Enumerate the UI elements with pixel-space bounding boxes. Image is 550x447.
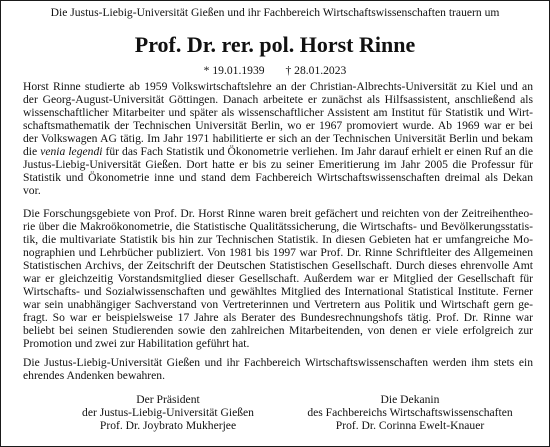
signature-institution: der Justus-Liebig-Universität Gießen <box>82 405 254 419</box>
latin-phrase: venia legendi <box>40 144 103 158</box>
deceased-name: Prof. Dr. rer. pol. Horst Rinne <box>134 32 416 57</box>
signature-dean <box>285 394 535 433</box>
text-line: beliebt bei seinen Studierenden sowie den zahlreichen Mitarbeitenden, von denen er viele erfolgreich zur <box>23 323 533 337</box>
life-dates <box>1 64 549 78</box>
text-line: war er gleichzeitig Vorstandsmitglied dieser Gesellschaft. Außerdem war er Mitglied der Gesellschaft für <box>23 271 533 285</box>
text-line: Wirtschafts- und Sozialwissenschaften und gewähltes Mitglied des International Statistical Institute. Ferner <box>23 284 533 298</box>
text-line: Justus-Liebig-Universität Gießen. Dort hatte er bis zu seiner Emeritierung im Jahr 2005 die Professur für <box>23 157 533 171</box>
text-line: die venia legendi für das Fach Statistik und Ökonometrie verliehen. Im Jahr darauf erhielt er einen Ruf an die <box>23 144 534 158</box>
paragraph-closing <box>23 357 533 383</box>
text-line: Statistischen Archivs, der Zeitschrift der Deutschen Statistischen Gesellschaft. Durch dieses ehrenvolle Amt <box>23 258 533 272</box>
signature-person: Prof. Dr. Joybrato Mukherjee <box>99 418 237 432</box>
paragraph-biography <box>23 81 533 198</box>
text-line: war sein unabhängiger Sachverstand von Vertreterinnen und Vertretern aus Politik und Wirtschaft gern ge- <box>23 297 533 311</box>
text-line: der Volkswagen AG tätig. Im Jahr 1971 habilitierte er sich an der Technischen Universität Berlin und bekam <box>23 131 533 145</box>
death-date: † 28.01.2023 <box>285 64 347 77</box>
paragraph-research <box>23 208 533 350</box>
signature-person: Prof. Dr. Corinna Ewelt-Knauer <box>335 418 485 432</box>
text-line: der Georg-August-Universität Göttingen. Danach arbeitete er zunächst als Hilfsassistent, anschließend als <box>23 92 533 106</box>
signature-role: Die Dekanin <box>380 393 440 406</box>
signature-institution: des Fachbereichs Wirtschaftswissenschaften <box>307 405 513 419</box>
intro-line: Die Justus-Liebig-Universität Gießen und ihr Fachbereich Wirtschaftswissenschaften trauern um <box>50 6 500 19</box>
signature-role: Der Präsident <box>136 393 200 406</box>
text-line: Horst Rinne studierte ab 1959 Volkswirtschaftslehre an der Christian-Albrechts-Universität zu Kiel und an <box>23 80 533 93</box>
birth-date: * 19.01.1939 <box>203 64 265 77</box>
text-line: fragt. So war er beispielsweise 17 Jahre als Berater des Bundesrechnungshofs tätig. Prof. Dr. Rinne war <box>23 310 533 324</box>
text-line: wissenschaftlicher Mitarbeiter und später als wissenschaftlicher Assistent am Institut für Statistik und Wirt- <box>23 105 533 119</box>
signature-president <box>43 394 293 433</box>
text-line: tik, die multivariate Statistik bis hin zur Technischen Statistik. In diesen Gebieten hat er umfangreiche Mo- <box>23 232 533 246</box>
text-line: Promotion und zwei zur Habilitation geführt hat. <box>23 336 250 350</box>
text-line: schaftsmathematik der Technischen Universität Berlin, wo er 1967 promoviert wurde. Ab 1969 war er bei <box>23 118 533 132</box>
text-line: vor. <box>23 183 41 197</box>
text-line: Die Forschungsgebiete von Prof. Dr. Horst Rinne waren breit gefächert und reichten von der Zeitreihentheo- <box>23 207 533 220</box>
text-line: nographien und Lehrbücher publiziert. Von 1981 bis 1997 war Prof. Dr. Rinne Schriftleiter des Allgemeinen <box>23 245 533 259</box>
text-line: Statistik und Ökonometrie inne und stand dem Fachbereich Wirtschaftswissenschaften dreimal als Dekan <box>23 170 533 184</box>
text-line: Die Justus-Liebig-Universität Gießen und ihr Fachbereich Wirtschaftswissenschaften werden ihm stets ein <box>23 356 533 369</box>
text-line: rie über die Makroökonometrie, die Statistische Qualitätssicherung, die Wirtschafts- und Bevölkerungsstatis- <box>23 219 533 233</box>
text-line: ehrendes Andenken bewahren. <box>23 368 165 382</box>
